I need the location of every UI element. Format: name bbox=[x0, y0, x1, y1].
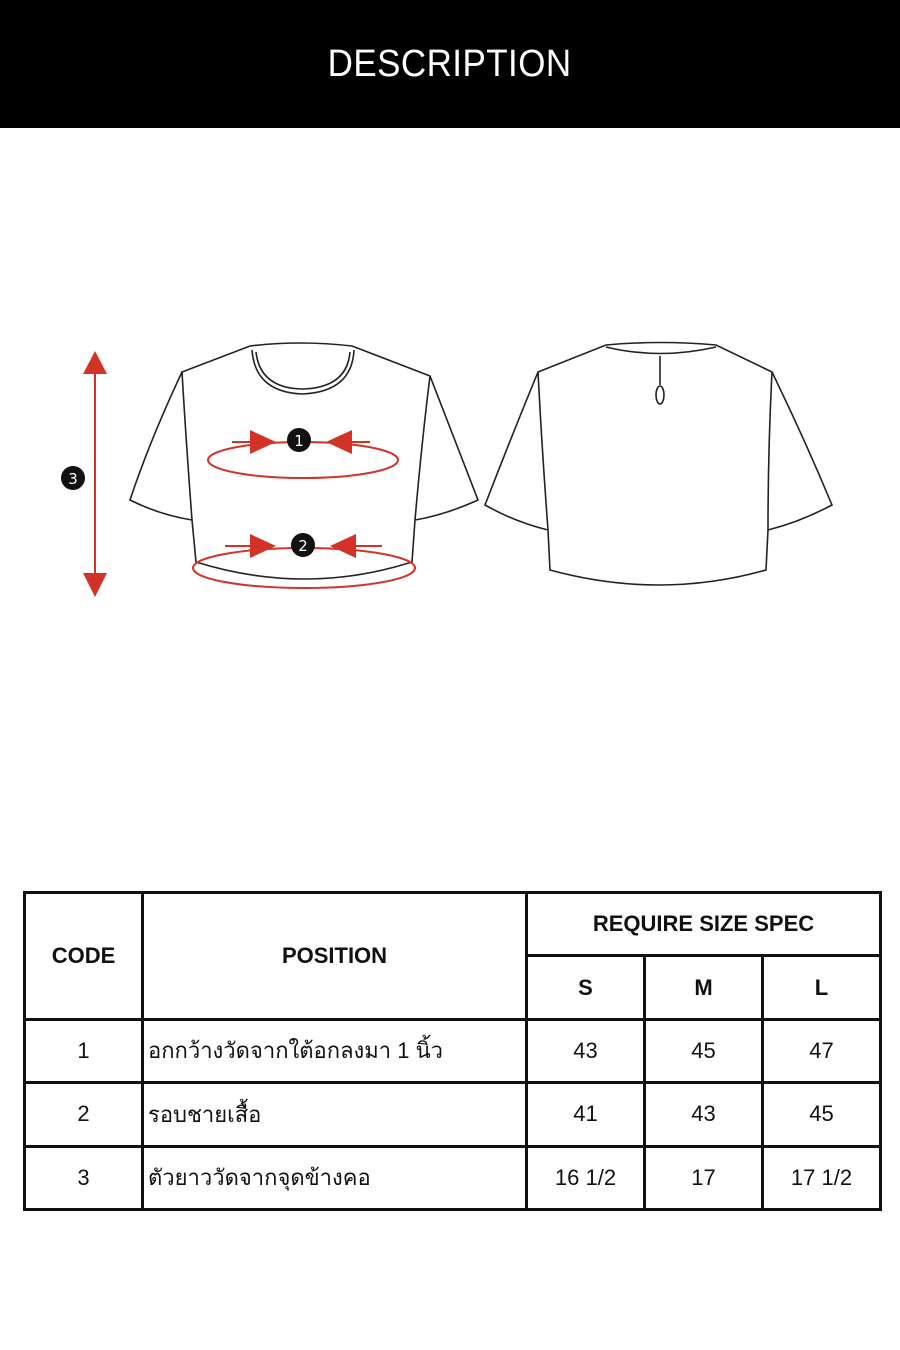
row-value-s: 16 1/2 bbox=[527, 1146, 645, 1209]
position-header: POSITION bbox=[143, 893, 527, 1020]
row-code: 3 bbox=[25, 1146, 143, 1209]
row-position: รอบชายเสื้อ bbox=[143, 1083, 527, 1146]
size-spec-table bbox=[23, 891, 882, 1211]
page-title: DESCRIPTION bbox=[327, 42, 572, 85]
row-position: ตัวยาววัดจากจุดข้างคอ bbox=[143, 1146, 527, 1209]
row-value-s: 43 bbox=[527, 1019, 645, 1082]
row-value-l: 45 bbox=[763, 1083, 881, 1146]
table-row bbox=[25, 1146, 881, 1209]
row-value-s: 41 bbox=[527, 1083, 645, 1146]
row-code: 1 bbox=[25, 1019, 143, 1082]
size-s-header: S bbox=[527, 956, 645, 1019]
table-header-row bbox=[25, 893, 881, 956]
marker-3 bbox=[61, 466, 85, 490]
marker-1 bbox=[287, 428, 311, 452]
row-code: 2 bbox=[25, 1083, 143, 1146]
row-value-m: 45 bbox=[645, 1019, 763, 1082]
size-m-header: M bbox=[645, 956, 763, 1019]
spec-header: REQUIRE SIZE SPEC bbox=[527, 893, 881, 956]
row-value-m: 43 bbox=[645, 1083, 763, 1146]
row-value-l: 47 bbox=[763, 1019, 881, 1082]
row-position: อกกว้างวัดจากใต้อกลงมา 1 นิ้ว bbox=[143, 1019, 527, 1082]
row-value-l: 17 1/2 bbox=[763, 1146, 881, 1209]
garment-diagram bbox=[0, 300, 900, 630]
size-l-header: L bbox=[763, 956, 881, 1019]
marker-2 bbox=[291, 533, 315, 557]
header-bar bbox=[0, 0, 900, 128]
marker-1-label: 1 bbox=[294, 432, 304, 450]
table-row bbox=[25, 1019, 881, 1082]
row-value-m: 17 bbox=[645, 1146, 763, 1209]
length-arrow bbox=[83, 351, 107, 597]
marker-3-label: 3 bbox=[68, 470, 78, 488]
table-row bbox=[25, 1083, 881, 1146]
marker-2-label: 2 bbox=[298, 537, 308, 555]
back-view bbox=[485, 343, 832, 586]
code-header: CODE bbox=[25, 893, 143, 1020]
